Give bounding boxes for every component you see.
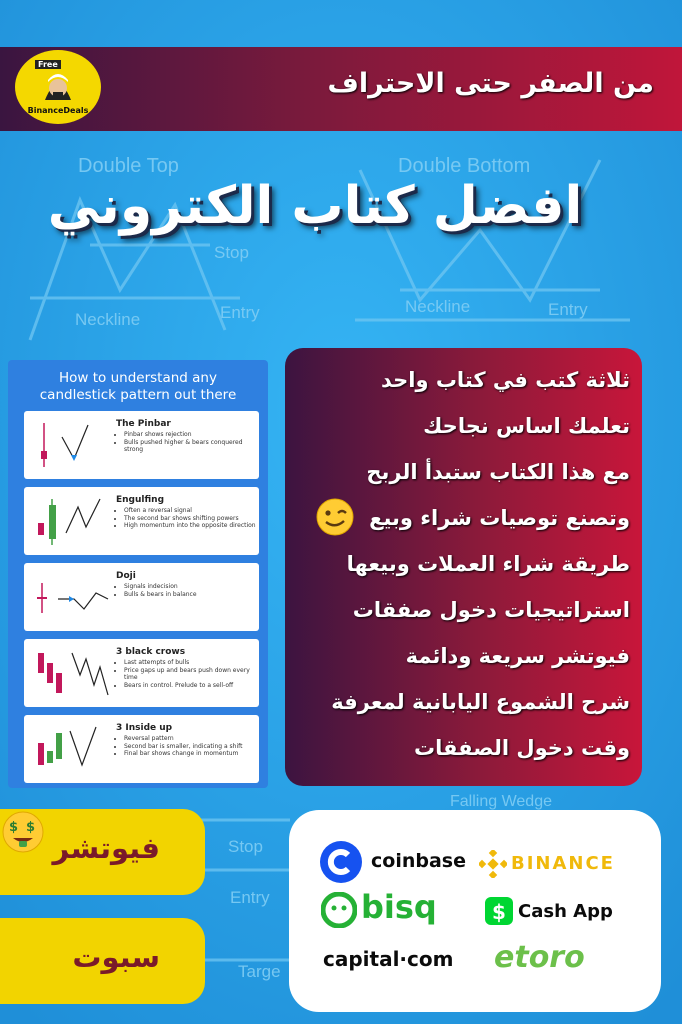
candlestick-guide-card (8, 360, 268, 788)
guide-title-line1: How to understand any (59, 370, 217, 386)
pattern-point: • Second bar is smaller, indicating a shift (124, 743, 262, 751)
bg-entry-3: Entry (230, 888, 270, 907)
guide-title-line2: candlestick pattern out there (39, 387, 237, 403)
pattern-point: • Reversal pattern (124, 735, 262, 743)
pattern-point: • Bears in control. Prelude to a sell-off (124, 682, 262, 690)
inside-up-chart-icon (30, 721, 112, 777)
pattern-point: • Bulls & bears in balance (124, 591, 262, 599)
pattern-name: The Pinbar (116, 419, 171, 429)
bg-double-bottom: Double Bottom (398, 155, 531, 177)
pattern-point: • Signals indecision (124, 583, 262, 591)
pattern-name: 3 black crows (116, 647, 186, 657)
pattern-3-black-crows (24, 639, 259, 707)
bg-target: Targe (238, 962, 281, 981)
brand-logo[interactable] (15, 50, 101, 124)
pattern-name: Doji (116, 571, 136, 581)
pattern-3-inside-up (24, 715, 259, 783)
pattern-engulfing (24, 487, 259, 555)
pattern-name: Engulfing (116, 495, 165, 505)
bg-entry-1: Entry (220, 303, 260, 322)
feature-line: مع هذا الكتاب ستبدأ الربح (366, 460, 630, 484)
brokers-panel (289, 810, 661, 1012)
black-crows-chart-icon (30, 645, 112, 701)
feature-line: شرح الشموع اليابانية لمعرفة (331, 690, 630, 714)
feature-line: طريقة شراء العملات وبيعها (346, 552, 630, 576)
coinbase-icon (319, 840, 363, 884)
guide-title (8, 370, 268, 404)
bg-stop-1: Stop (214, 243, 249, 262)
pattern-point: • Pinbar shows rejection (124, 431, 262, 439)
money-face-icon (2, 811, 44, 853)
etoro-logo[interactable]: etoro (494, 940, 585, 975)
binance-icon (479, 850, 507, 878)
pinbar-chart-icon (30, 417, 112, 473)
svg-text:$: $ (492, 900, 506, 924)
page-headline: افضل كتاب الكتروني (47, 176, 583, 236)
bg-entry-2: Entry (548, 300, 588, 319)
coinbase-logo[interactable]: coinbase (371, 850, 466, 872)
engulfing-chart-icon (30, 493, 112, 549)
feature-line: فيوتشر سريعة ودائمة (405, 644, 630, 668)
svg-text:$: $ (9, 820, 19, 835)
bg-stop-2: Stop (228, 837, 263, 856)
spot-button[interactable] (0, 918, 205, 1004)
bg-neckline-2: Neckline (405, 297, 471, 316)
logo-brand-text: BinanceDeals (27, 106, 89, 115)
wink-emoji-icon (316, 498, 354, 536)
pattern-point: • Final bar shows change in momentum (124, 750, 262, 758)
bg-falling-wedge: Falling Wedge (450, 793, 552, 810)
pattern-doji (24, 563, 259, 631)
svg-text:$: $ (26, 820, 36, 835)
cashapp-logo[interactable]: Cash App (518, 901, 613, 922)
pattern-point: • Often a reversal signal (124, 507, 262, 515)
pattern-point: • Last attempts of bulls (124, 659, 262, 667)
pattern-point: • Bulls pushed higher & bears conquered strong (124, 439, 262, 454)
capital-com-logo[interactable]: capital·com (323, 947, 454, 971)
feature-line: وقت دخول الصفقات (414, 736, 630, 760)
doji-chart-icon (30, 569, 112, 625)
futures-label: فيوتشر (52, 831, 160, 865)
cashapp-icon (485, 897, 513, 925)
bisq-logo[interactable]: bisq (361, 888, 437, 926)
feature-line: وتصنع توصيات شراء وبيع (369, 506, 630, 530)
spot-label: سبوت (72, 940, 160, 974)
pattern-point: • The second bar shows shifting powers (124, 515, 262, 523)
bg-double-top: Double Top (78, 155, 179, 177)
feature-line: تعلمك اساس نجاحك (423, 414, 630, 438)
pattern-name: 3 Inside up (116, 723, 173, 733)
pattern-point: • High momentum into the opposite direction (124, 522, 262, 530)
banner-title: من الصفر حتى الاحتراف (327, 68, 654, 99)
binance-logo[interactable]: BINANCE (511, 853, 615, 874)
logo-free-tag: Free (35, 60, 61, 69)
bg-neckline-1: Neckline (75, 310, 141, 329)
pattern-pinbar (24, 411, 259, 479)
feature-line: ثلاثة كتب في كتاب واحد (381, 368, 630, 392)
pattern-point: • Price gaps up and bears push down every time (124, 667, 262, 682)
bisq-icon (321, 892, 357, 928)
feature-line: استراتيجيات دخول صفقات (352, 598, 630, 622)
